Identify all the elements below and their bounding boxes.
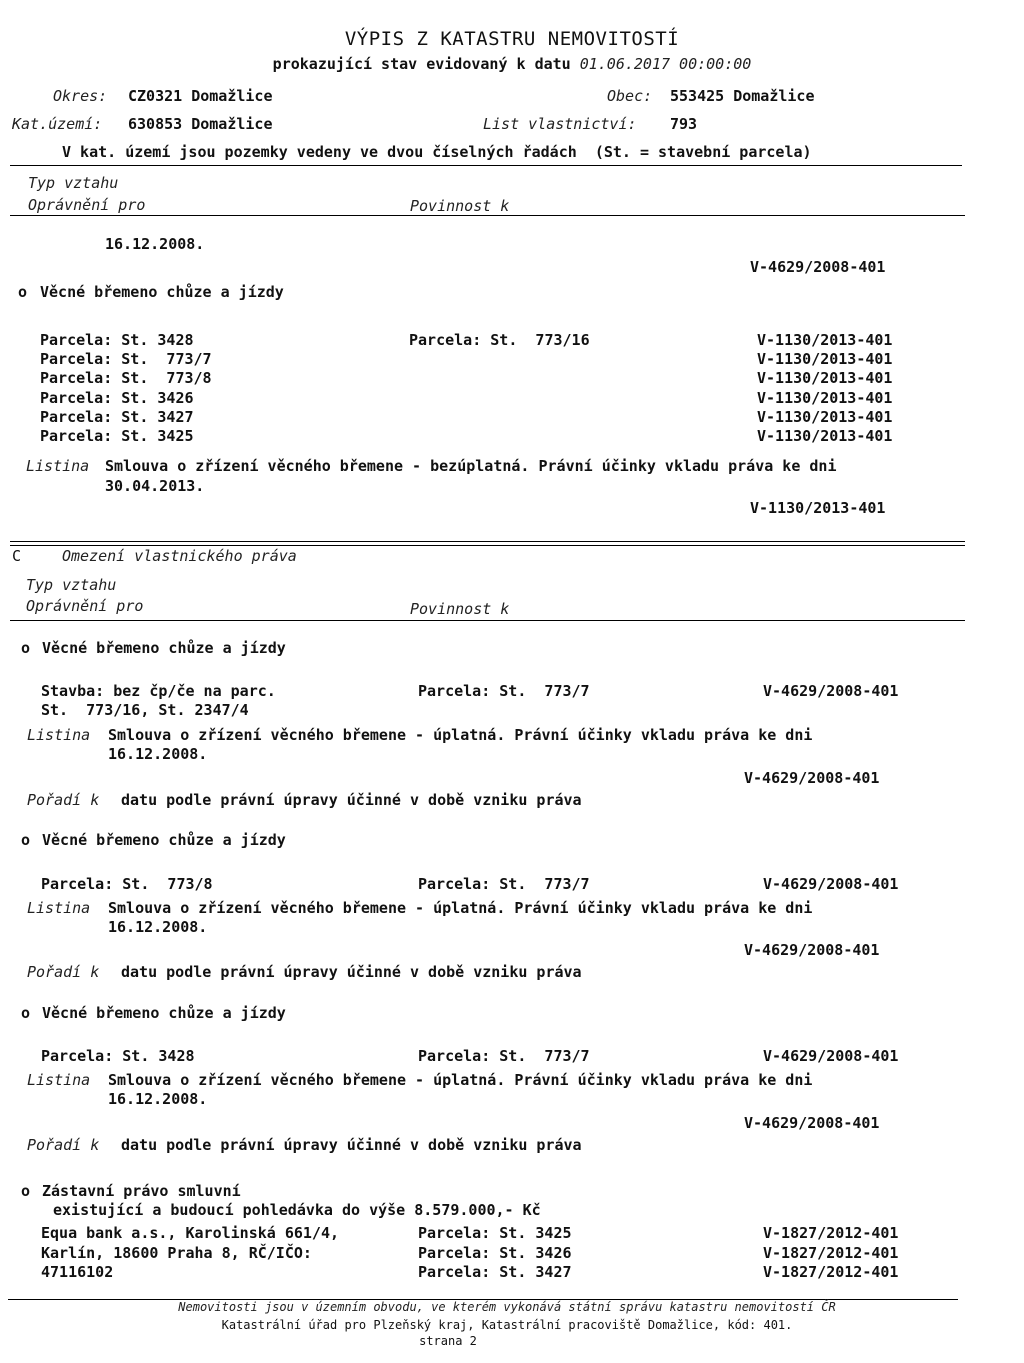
c-row-left: Parcela: St. 3428 [41,1047,195,1065]
listina-text: Smlouva o zřízení věcného břemene - bezúplatná. Právní účinky vkladu práva ke dni [105,457,837,475]
listina-text: Smlouva o zřízení věcného břemene - úplatná. Právní účinky vkladu práva ke dni [108,899,813,917]
listina-ref: V-4629/2008-401 [744,1114,880,1132]
b-row-ref: V-1130/2013-401 [757,369,893,387]
pledge-row-ref: V-1827/2012-401 [763,1224,899,1242]
poradi-text: datu podle právní úpravy účinné v době vzniku práva [121,1136,582,1154]
pledge-title: Zástavní právo smluvní [42,1182,241,1200]
listina-ref: V-4629/2008-401 [744,941,880,959]
c-row-left: Parcela: St. 773/8 [41,875,213,893]
katuzemi-label: Kat.území: [12,115,103,133]
entry-bullet: o [21,639,31,657]
entry-title: Věcné břemeno chůze a jízdy [42,639,286,657]
b-row-left: Parcela: St. 3425 [40,427,194,445]
entry-bullet: o [21,1182,31,1200]
pledge-creditor-line: 47116102 [41,1263,114,1281]
pledge-creditor-line: Karlín, 18600 Praha 8, RČ/IČO: [41,1244,312,1262]
listina-text: Smlouva o zřízení věcného břemene - úplatná. Právní účinky vkladu práva ke dni [108,1071,813,1089]
b-row-right: Parcela: St. 773/16 [409,331,590,349]
continued-date: 16.12.2008. [105,235,205,253]
listina-date: 16.12.2008. [108,745,208,763]
section-c-title: Omezení vlastnického práva [62,547,297,565]
document-subtitle [0,55,1024,74]
c-row-ref: V-4629/2008-401 [763,1047,899,1065]
pledge-row-ref: V-1827/2012-401 [763,1263,899,1281]
c-row-right: Parcela: St. 773/7 [418,682,590,700]
section-c-divider [10,541,965,546]
listina-date: 16.12.2008. [108,918,208,936]
col-opravneni-pro: Oprávnění pro [28,196,146,214]
entry-bullet: o [21,831,31,849]
listina-text: Smlouva o zřízení věcného břemene - úplatná. Právní účinky vkladu práva ke dni [108,726,813,744]
parcel-series-note: V kat. území jsou pozemky vedeny ve dvou číselných řadách (St. = stavební parcela) [62,143,812,161]
listina-date: 30.04.2013. [105,477,205,495]
c-row-right: Parcela: St. 773/7 [418,1047,590,1065]
okres-value: CZ0321 Domažlice [128,87,273,105]
poradi-label: Pořadí k [27,791,100,809]
pledge-row-right: Parcela: St. 3426 [418,1244,572,1262]
pledge-subtitle: existující a budoucí pohledávka do výše 8.579.000,- Kč [53,1201,541,1219]
entry-bullet: o [18,283,28,301]
b-row-left: Parcela: St. 3428 [40,331,194,349]
b-row-left: Parcela: St. 773/7 [40,350,212,368]
b-row-left: Parcela: St. 3426 [40,389,194,407]
b-row-left: Parcela: St. 773/8 [40,369,212,387]
lv-label: List vlastnictví: [483,115,637,133]
col-povinnost-k: Povinnost k [410,600,510,618]
pledge-row-right: Parcela: St. 3427 [418,1263,572,1281]
listina-label: Listina [26,457,90,475]
footer-line-2: Katastrální úřad pro Plzeňský kraj, Katastrální pracoviště Domažlice, kód: 401. [221,1318,793,1332]
poradi-label: Pořadí k [27,963,100,981]
col-opravneni-pro: Oprávnění pro [26,597,144,615]
lv-value: 793 [670,115,698,133]
c-row-ref: V-4629/2008-401 [763,682,899,700]
subtitle-label: prokazující stav evidovaný k datu [272,55,571,73]
listina-label: Listina [27,899,91,917]
pledge-creditor-line: Equa bank a.s., Karolinská 661/4, [41,1224,340,1242]
listina-label: Listina [27,1071,91,1089]
continued-ref: V-4629/2008-401 [750,258,886,276]
pledge-row-right: Parcela: St. 3425 [418,1224,572,1242]
entry-title: Věcné břemeno chůze a jízdy [42,831,286,849]
b-row-ref: V-1130/2013-401 [757,389,893,407]
b-row-left: Parcela: St. 3427 [40,408,194,426]
b-row-ref: V-1130/2013-401 [757,427,893,445]
entry-bullet: o [21,1004,31,1022]
subtitle-date: 01.06.2017 00:00:00 [579,55,752,73]
b-row-ref: V-1130/2013-401 [757,331,893,349]
b-row-ref: V-1130/2013-401 [757,408,893,426]
listina-label: Listina [27,726,91,744]
col-typ-vztahu: Typ vztahu [28,174,119,192]
listina-ref: V-1130/2013-401 [750,499,886,517]
c-row-right: Parcela: St. 773/7 [418,875,590,893]
c-row-ref: V-4629/2008-401 [763,875,899,893]
header-divider [10,165,962,166]
poradi-text: datu podle právní úpravy účinné v době vzniku práva [121,791,582,809]
obec-label: Obec: [607,87,653,105]
c-row-left: Stavba: bez čp/če na parc. [41,682,276,700]
pledge-row-ref: V-1827/2012-401 [763,1244,899,1262]
footer-line-1: Nemovitosti jsou v územním obvodu, ve kterém vykonává státní správu katastru nemovitostí ČR [178,1300,836,1314]
poradi-text: datu podle právní úpravy účinné v době vzniku práva [121,963,582,981]
listina-date: 16.12.2008. [108,1090,208,1108]
b-row-ref: V-1130/2013-401 [757,350,893,368]
c-row-left-cont: St. 773/16, St. 2347/4 [41,701,249,719]
entry-title: Věcné břemeno chůze a jízdy [42,1004,286,1022]
col-typ-vztahu: Typ vztahu [26,576,117,594]
okres-label: Okres: [53,87,108,105]
columns-divider [10,620,965,621]
page-number: strana 2 [419,1334,477,1348]
columns-divider [10,215,965,216]
entry-title: Věcné břemeno chůze a jízdy [40,283,284,301]
document-title: VÝPIS Z KATASTRU NEMOVITOSTÍ [344,28,680,50]
katuzemi-value: 630853 Domažlice [128,115,273,133]
obec-value: 553425 Domažlice [670,87,815,105]
section-c-letter: C [12,547,22,565]
poradi-label: Pořadí k [27,1136,100,1154]
col-povinnost-k: Povinnost k [410,197,510,215]
listina-ref: V-4629/2008-401 [744,769,880,787]
